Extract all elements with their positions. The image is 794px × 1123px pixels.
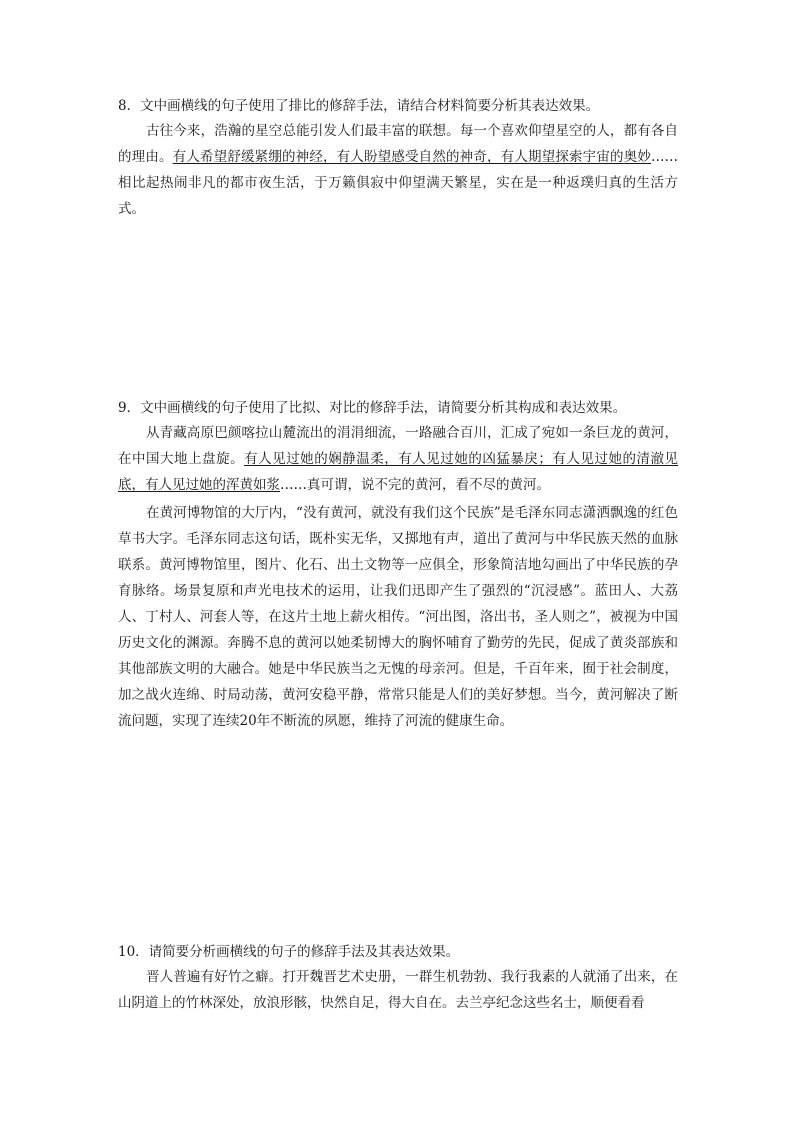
passage-text: 从青藏高原巴颜喀拉山麓流出的涓涓细流，一路融合百川，汇成了宛如一条巨龙的黄河，在中国大地上盘旋。 bbox=[118, 425, 678, 467]
question-9-passage-2: 在黄河博物馆的大厅内，“没有黄河，就没有我们这个民族”是毛泽东同志潇洒飘逸的红色草书大字。毛泽东同志这句话，既朴实无华，又掷地有声，道出了黄河与中华民族天然的血脉联系。黄河博物馆里，图片、化石、出土文物等一应俱全，形象简洁地勾画出了中华民族的孕育脉络。场景复原和声光电技术的运用，让我们迅即产生了强烈的“沉浸感”。蓝田人、大荔人、丁村人、河套人等，在这片土地上薪火相传。“河出图，洛出书，圣人则之”，被视为中国历史文化的渊源。奔腾不息的黄河以她柔韧博大的胸怀哺育了勤劳的先民，促成了黄炎部族和其他部族文明的大融合。她是中华民族当之无愧的母亲河。但是，千百年来，囿于社会制度，加之战火连绵、时局动荡，黄河安稳平静，常常只能是人们的美好梦想。当今，黄河解决了断流问题，实现了连续20年不断流的夙愿，维持了河流的健康生命。 bbox=[118, 505, 678, 729]
passage-text: 古往今来，浩瀚的星空总能引发人们最丰富的联想。每一个喜欢仰望星空的人，都有各自的理由。 bbox=[118, 123, 678, 165]
question-9-passage-1 bbox=[118, 420, 678, 498]
question-9-title: 9．文中画横线的句子使用了比拟、对比的修辞手法，请简要分析其构成和表达效果。 bbox=[118, 400, 627, 416]
question-8-title: 8．文中画横线的句子使用了排比的修辞手法，请结合材料简要分析其表达效果。 bbox=[118, 98, 600, 114]
question-8 bbox=[118, 96, 678, 222]
question-9 bbox=[118, 398, 678, 734]
question-8-passage bbox=[118, 118, 678, 222]
question-10 bbox=[118, 942, 678, 1016]
passage-text: ……相比起热闹非凡的都市夜生活，于万籁俱寂中仰望满天繁星，实在是一种返璞归真的生活方式。 bbox=[118, 149, 679, 217]
underlined-sentence: 有人见过她的娴静温柔，有人见过她的凶猛暴戾；有人见过她的清澈见底，有人见过她的浑黄如浆 bbox=[118, 451, 679, 493]
question-10-title: 10．请简要分析画横线的句子的修辞手法及其表达效果。 bbox=[118, 944, 460, 960]
question-10-passage: 晋人普遍有好竹之癖。打开魏晋艺术史册，一群生机勃勃、我行我素的人就涌了出来，在山阴道上的竹林深处，放浪形骸，快然自足，得大自在。去兰亭纪念这些名士，顺便看看 bbox=[118, 969, 678, 1011]
underlined-sentence: 有人希望舒缓紧绷的神经，有人盼望感受自然的神奇，有人期望探索宇宙的奥妙 bbox=[172, 149, 652, 165]
passage-text: ……真可谓，说不完的黄河，看不尽的黄河。 bbox=[280, 477, 550, 493]
